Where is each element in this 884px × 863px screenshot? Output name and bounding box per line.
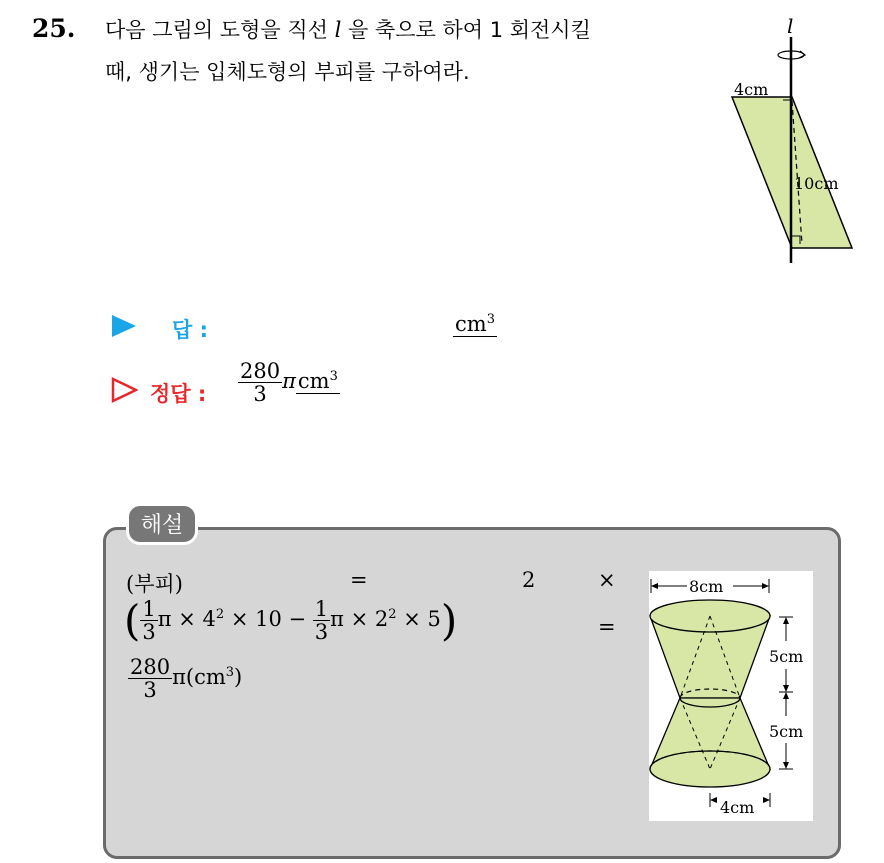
equals-2: =: [598, 615, 616, 639]
volume-result: $\frac{280}{3}$ $\pi(cm^3)$: [130, 655, 243, 703]
answer-label: 답 :: [172, 318, 208, 342]
correct-label: 정답 :: [150, 382, 207, 406]
factor-two: 2: [522, 568, 536, 592]
solid-figure: [649, 571, 813, 821]
times-sign: ×: [598, 568, 616, 592]
question-line-2: 때, 생기는 입체도형의 부피를 구하여라.: [105, 60, 470, 84]
volume-label: (부피): [126, 572, 183, 596]
correct-value: $\frac{280}{3}$ πcm$^3$: [240, 359, 338, 407]
question-line-1: 다음 그림의 도형을 직선 l 을 축으로 하여 1 회전시킬: [105, 18, 591, 42]
answer-unit: $cm^3$: [455, 312, 495, 336]
volume-expression: ( $\frac{1}{3}$ $\pi \times 4^2 \times 10$ − $\frac{1}{3}$ $\pi \times 2^2 \times 5$): [124, 596, 458, 645]
axis-label: l: [787, 15, 794, 38]
lower-height-label: 5cm: [769, 722, 804, 741]
correct-arrow-icon: [110, 376, 138, 404]
top-width-label: 8cm: [689, 577, 724, 596]
rotation-figure: [720, 15, 860, 270]
question-number: 25.: [32, 14, 76, 43]
height-label: 10cm: [794, 174, 839, 193]
top-width-label: 4cm: [734, 80, 769, 99]
solution-tag: 해설: [126, 503, 198, 545]
answer-arrow-icon: [110, 312, 138, 340]
bottom-width-label: 4cm: [720, 798, 755, 817]
upper-height-label: 5cm: [769, 647, 804, 666]
equals-1: =: [350, 568, 368, 592]
